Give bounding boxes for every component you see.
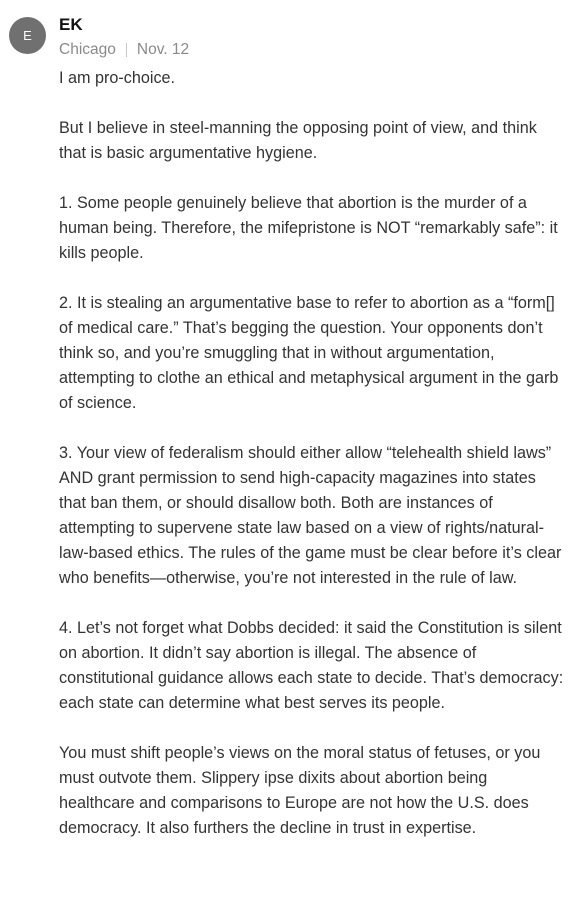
comment-paragraph: I am pro-choice.: [59, 69, 176, 87]
comment-date: Nov. 12: [136, 41, 190, 58]
location: Chicago: [59, 41, 116, 58]
meta-divider: [126, 43, 127, 57]
comment-body: [59, 66, 565, 866]
comment-paragraph: 3. Your view of federalism should either allow “telehealth shield laws” AND grant permission to send high-capacity magazines into states that ban them, or should disallow both. Both are instances of attempting to supervene state law based on a view of rights/natural-law-based ethics. The rules of the game must be clear before it’s clear who benefits—otherwise, you’re not interested in the rule of law.: [59, 444, 562, 587]
comment-paragraph: 1. Some people genuinely believe that abortion is the murder of a human being. Therefore, the mifepristone is NOT “remarkably safe”: it kills people.: [59, 194, 558, 262]
comment-paragraph: 2. It is stealing an argumentative base to refer to abortion as a “form[] of medical care.” That’s begging the question. Your opponents don’t think so, and you’re smuggling that in without argumentation, attempting to clothe an ethical and metaphysical argument in the garb of science.: [59, 294, 559, 412]
comment-meta: [59, 40, 189, 60]
comment-paragraph: You must shift people’s views on the moral status of fetuses, or you must outvote them. Slippery ipse dixits about abortion being healthcare and comparisons to Europe are not how the U.S. does democracy. It also furthers the decline in trust in expertise.: [59, 744, 541, 837]
comment-header: [59, 14, 189, 60]
username[interactable]: EK: [59, 15, 83, 34]
comment-paragraph: But I believe in steel-manning the opposing point of view, and think that is basic argumentative hygiene.: [59, 119, 537, 162]
avatar-initial: E: [23, 28, 32, 43]
comment-paragraph: 4. Let’s not forget what Dobbs decided: it said the Constitution is silent on abortion. It didn’t say abortion is illegal. The absence of constitutional guidance allows each state to decide. That’s democracy: each state can determine what best serves its people.: [59, 619, 564, 712]
avatar[interactable]: [9, 17, 46, 54]
